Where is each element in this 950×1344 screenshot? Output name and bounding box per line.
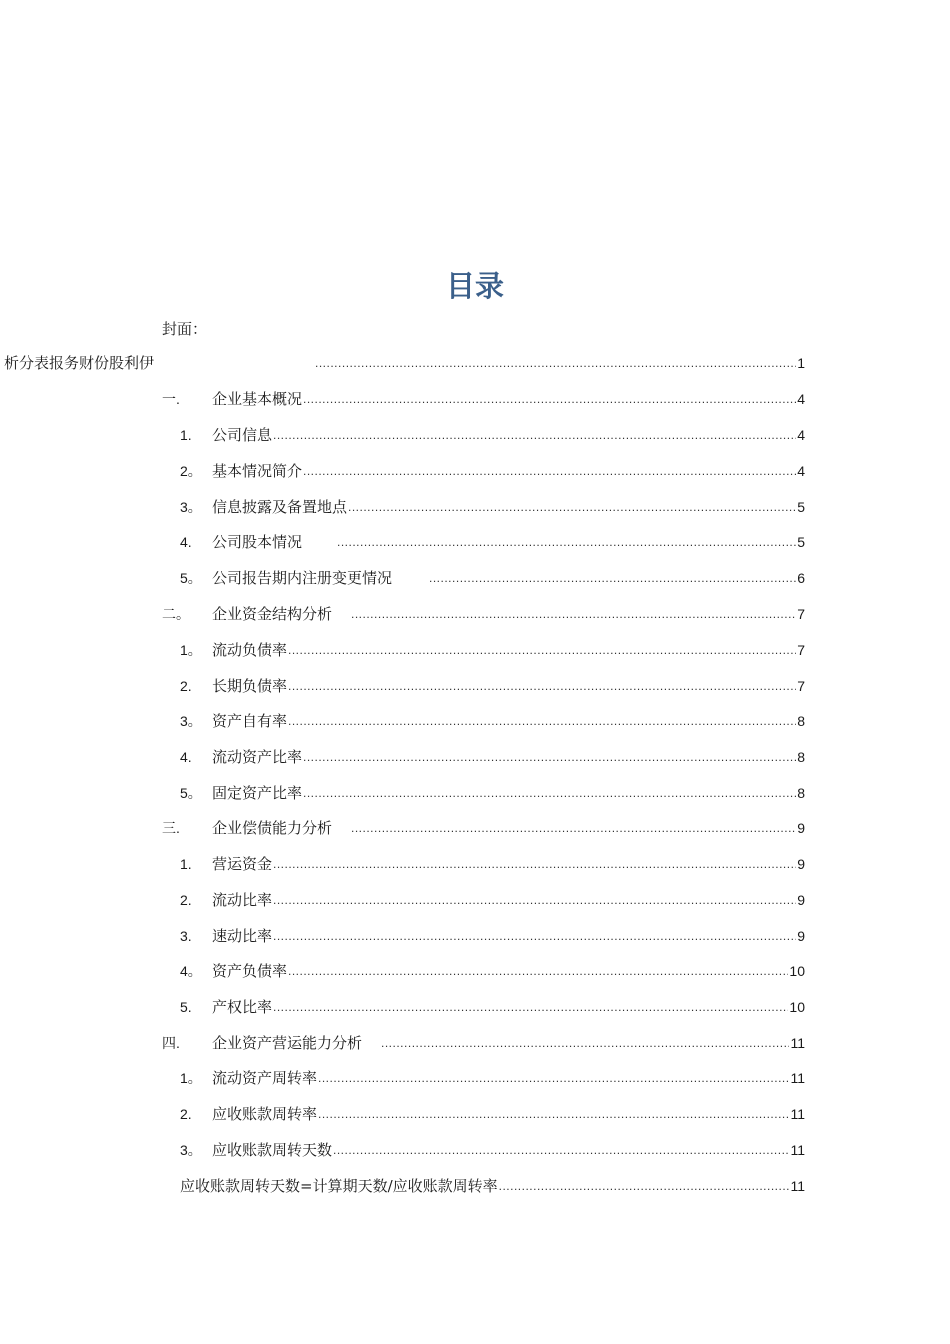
toc-entry-title: 资产负债率 xyxy=(212,962,288,980)
toc-dot-leader xyxy=(303,781,796,804)
toc-entry-number: 3。 xyxy=(180,713,202,729)
toc-entry[interactable] xyxy=(180,460,805,482)
toc-entry-title: 应收账款周转天数=计算期天数/应收账款周转率 xyxy=(180,1177,498,1195)
toc-entry-number: 4. xyxy=(180,534,192,550)
toc-entry-title: 企业偿债能力分析 xyxy=(212,819,333,837)
toc-entry-number: 3。 xyxy=(180,1142,202,1158)
toc-entry-title: 企业基本概况 xyxy=(212,390,303,408)
toc-entry[interactable] xyxy=(180,746,805,768)
toc-entry-title: 公司股本情况 xyxy=(212,533,303,551)
toc-dot-leader xyxy=(499,1174,790,1197)
toc-entry[interactable] xyxy=(180,1139,805,1161)
toc-entry[interactable] xyxy=(180,1067,805,1089)
toc-dot-leader xyxy=(318,1102,789,1125)
toc-entry-number: 二。 xyxy=(162,606,190,622)
toc-entry-title: 速动比率 xyxy=(212,927,273,945)
toc-dot-leader xyxy=(318,1066,789,1089)
toc-entry-title: 固定资产比率 xyxy=(212,784,303,802)
toc-entry[interactable] xyxy=(180,496,805,518)
cover-label: 封面： xyxy=(162,320,208,338)
toc-entry-title: 资产自有率 xyxy=(212,712,288,730)
toc-dot-leader xyxy=(273,995,788,1018)
toc-entry-page-number: 4 xyxy=(797,427,805,443)
toc-entry[interactable] xyxy=(162,1032,805,1054)
toc-entry-page-number: 11 xyxy=(790,1035,805,1051)
toc-entry-page-number: 7 xyxy=(797,642,805,658)
toc-entry-title: 信息披露及备置地点 xyxy=(212,498,348,516)
toc-title: 目录 xyxy=(445,269,504,303)
toc-entry-number: 4. xyxy=(180,749,192,765)
toc-dot-leader xyxy=(288,638,796,661)
toc-entry-page-number: 11 xyxy=(790,1106,805,1122)
toc-entry-title: 流动资产周转率 xyxy=(212,1069,318,1087)
toc-entry-number: 3. xyxy=(180,928,192,944)
toc-entry-title: 应收账款周转天数 xyxy=(212,1141,333,1159)
toc-entry-page-number: 8 xyxy=(797,713,805,729)
toc-entry-page-number: 10 xyxy=(789,963,805,979)
toc-entry-page-number: 8 xyxy=(797,785,805,801)
toc-entry[interactable] xyxy=(180,889,805,911)
toc-entry-number: 三. xyxy=(162,820,180,836)
toc-dot-leader xyxy=(288,674,796,697)
toc-entry-number: 2。 xyxy=(180,463,202,479)
toc-entry-title: 流动资产比率 xyxy=(212,748,303,766)
toc-entry-number: 5. xyxy=(180,999,192,1015)
toc-dot-leader xyxy=(273,852,796,875)
toc-dot-leader xyxy=(273,888,796,911)
toc-entry-number: 一. xyxy=(162,391,180,407)
toc-entry-number: 5。 xyxy=(180,570,202,586)
toc-entry[interactable] xyxy=(180,1175,805,1197)
toc-entry-page-number: 6 xyxy=(797,570,805,586)
toc-entry[interactable] xyxy=(180,639,805,661)
toc-entry-page-number: 4 xyxy=(797,463,805,479)
toc-entry[interactable] xyxy=(180,531,805,553)
toc-entry[interactable] xyxy=(162,388,805,410)
toc-entry-title: 应收账款周转率 xyxy=(212,1105,318,1123)
toc-entry-page-number: 11 xyxy=(790,1142,805,1158)
toc-entry-number: 四. xyxy=(162,1035,180,1051)
toc-entry-number: 1. xyxy=(180,427,192,443)
toc-entry-title: 产权比率 xyxy=(212,998,273,1016)
toc-entry-page-number: 5 xyxy=(797,534,805,550)
toc-entry-page-number: 9 xyxy=(797,820,805,836)
toc-entry-title: 企业资产营运能力分析 xyxy=(212,1034,363,1052)
toc-dot-leader xyxy=(351,602,796,625)
toc-entry-number: 1. xyxy=(180,856,192,872)
toc-dot-leader xyxy=(381,1031,789,1054)
toc-entry-title: 公司信息 xyxy=(212,426,273,444)
toc-entry-title: 营运资金 xyxy=(212,855,273,873)
toc-entry[interactable] xyxy=(180,996,805,1018)
toc-entry[interactable] xyxy=(180,567,805,589)
toc-entry-title: 公司报告期内注册变更情况 xyxy=(212,569,393,587)
toc-entry[interactable] xyxy=(180,960,805,982)
toc-entry-page-number: 1 xyxy=(797,355,805,371)
toc-entry-number: 1。 xyxy=(180,642,202,658)
toc-dot-leader xyxy=(315,351,796,374)
toc-entry[interactable] xyxy=(162,817,805,839)
toc-dot-leader xyxy=(337,530,796,553)
toc-entry-page-number: 7 xyxy=(797,606,805,622)
toc-entry-title: 企业资金结构分析 xyxy=(212,605,333,623)
toc-entry[interactable] xyxy=(180,925,805,947)
toc-dot-leader xyxy=(303,745,796,768)
toc-entry-page-number: 5 xyxy=(797,499,805,515)
toc-entry-title: 基本情况简介 xyxy=(212,462,303,480)
toc-entry-page-number: 11 xyxy=(790,1070,805,1086)
toc-entry-page-number: 4 xyxy=(797,391,805,407)
toc-entry[interactable] xyxy=(180,710,805,732)
toc-dot-leader xyxy=(288,709,796,732)
toc-entry[interactable] xyxy=(180,675,805,697)
toc-entry-number: 2. xyxy=(180,678,192,694)
toc-dot-leader xyxy=(303,387,796,410)
toc-entry[interactable] xyxy=(180,782,805,804)
toc-entry-page-number: 11 xyxy=(790,1178,805,1194)
toc-entry-number: 2. xyxy=(180,892,192,908)
toc-entry[interactable] xyxy=(4,352,805,374)
toc-dot-leader xyxy=(288,959,788,982)
toc-entry-title: 析分表报务财份股利伊 xyxy=(4,354,155,372)
toc-dot-leader xyxy=(273,924,796,947)
toc-entry-title: 流动比率 xyxy=(212,891,273,909)
toc-dot-leader xyxy=(303,459,796,482)
toc-entry[interactable] xyxy=(180,853,805,875)
toc-entry-page-number: 7 xyxy=(797,678,805,694)
toc-dot-leader xyxy=(351,816,796,839)
toc-entry-number: 2. xyxy=(180,1106,192,1122)
toc-entry[interactable] xyxy=(162,603,805,625)
toc-dot-leader xyxy=(348,495,796,518)
toc-entry-page-number: 8 xyxy=(797,749,805,765)
toc-entry-title: 长期负债率 xyxy=(212,677,288,695)
toc-entry-page-number: 9 xyxy=(797,928,805,944)
toc-entry[interactable] xyxy=(180,424,805,446)
toc-entry-number: 5。 xyxy=(180,785,202,801)
toc-entry[interactable] xyxy=(180,1103,805,1125)
toc-entry-number: 4。 xyxy=(180,963,202,979)
toc-entry-page-number: 9 xyxy=(797,856,805,872)
toc-dot-leader xyxy=(429,566,796,589)
toc-entry-title: 流动负债率 xyxy=(212,641,288,659)
toc-dot-leader xyxy=(273,423,796,446)
toc-entry-page-number: 9 xyxy=(797,892,805,908)
toc-entry-number: 3。 xyxy=(180,499,202,515)
toc-entry-page-number: 10 xyxy=(789,999,805,1015)
toc-entry-number: 1。 xyxy=(180,1070,202,1086)
toc-dot-leader xyxy=(333,1138,789,1161)
